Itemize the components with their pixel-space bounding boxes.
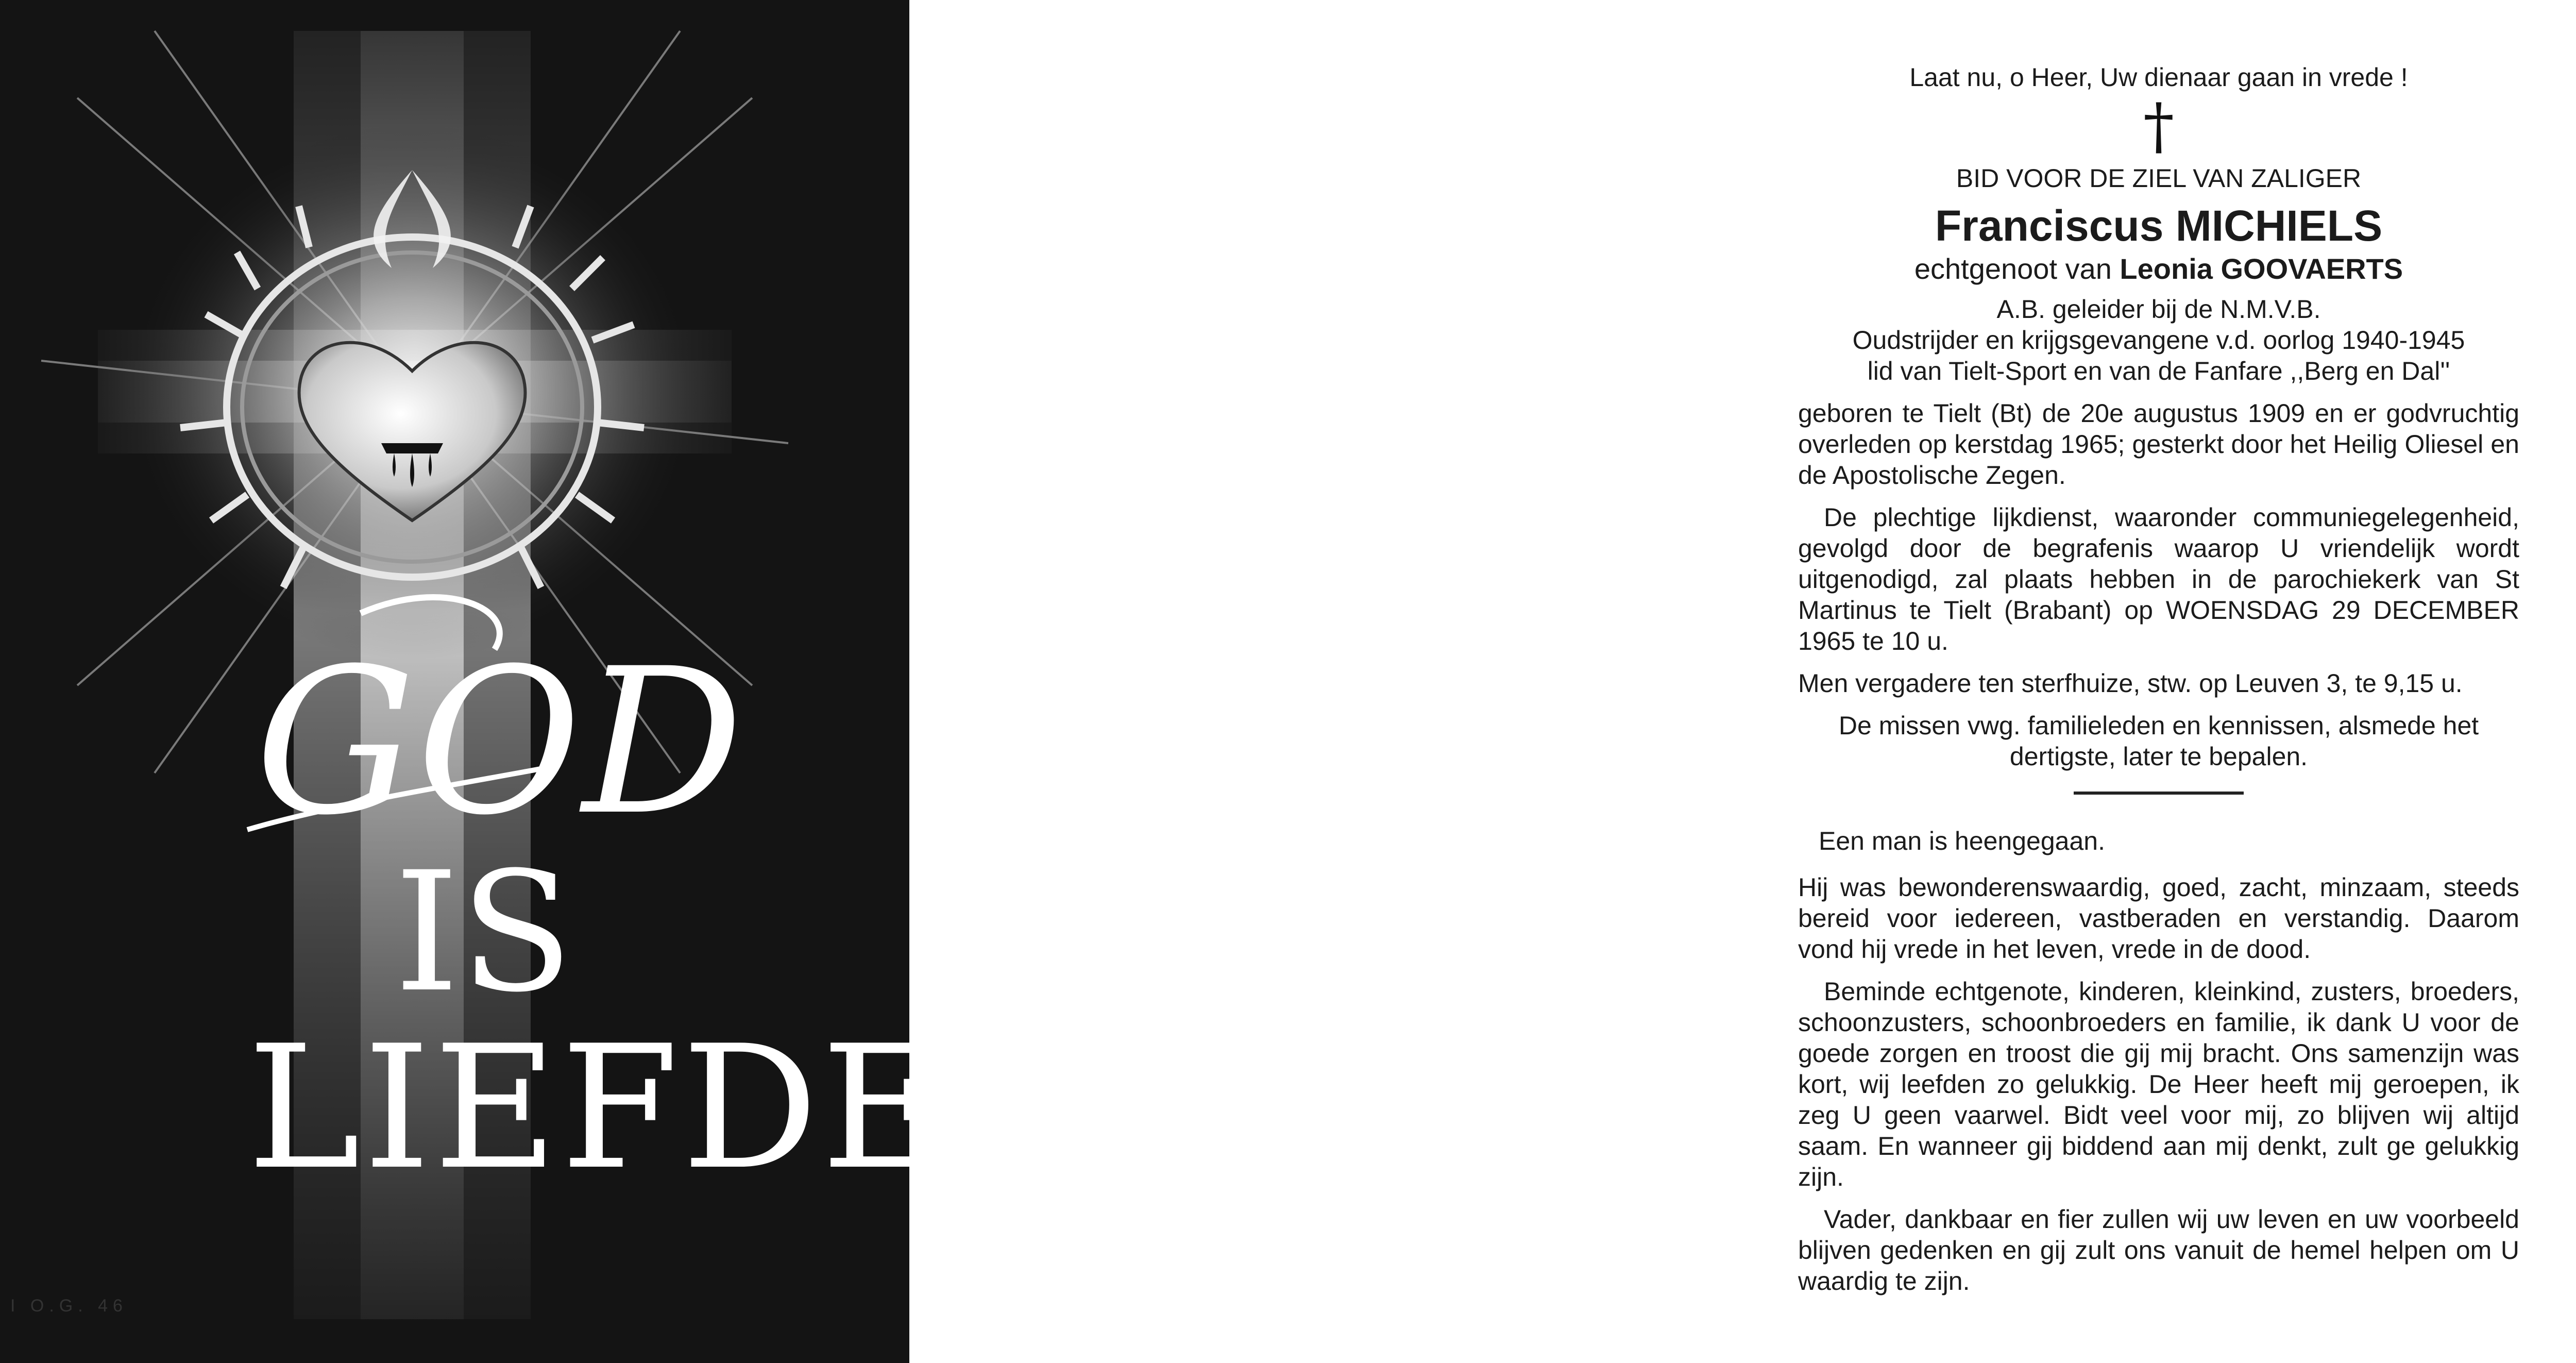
print-code: I O.G. 46	[10, 1296, 128, 1316]
poem-intro: Een man is heengegaan.	[1819, 827, 2105, 855]
cover-panel	[0, 0, 948, 1363]
prayer-heading: BID VOOR DE ZIEL VAN ZALIGER	[1956, 164, 2362, 193]
deceased-name	[1798, 200, 2519, 251]
cover-word-god: GOD	[255, 625, 744, 859]
memorial-text-panel	[1798, 62, 2519, 1297]
role-line: A.B. geleider bij de N.M.V.B.	[1996, 295, 2321, 324]
poem-paragraph-2: Beminde echtgenote, kinderen, kleinkind, zusters, broeders, schoonzusters, schoonbroeders en familie, ik dank U voor de goede zorgen en troost die gij mij bracht. Ons samenzijn was kort, wij leefden zo gelukkig. De Heer heeft mij geroepen, ik zeg U geen vaarwel. Bidt veel voor mij, zo blijven wij altijd saam. En wanneer gij biddend aan mij denkt, zult ge gelukkig zijn.	[1798, 977, 2519, 1191]
deceased-last-name: MICHIELS	[2175, 201, 2383, 250]
masses-text: De missen vwg. familieleden en kennissen, alsmede het dertigste, later te bepalen.	[1838, 711, 2479, 771]
cover-word-is: IS	[394, 837, 574, 1029]
divider	[2074, 792, 2244, 795]
role-line: Oudstrijder en krijgsgevangene v.d. oorlog 1940-1945	[1852, 326, 2465, 355]
deceased-first-name: Franciscus	[1935, 201, 2164, 250]
invocation: Laat nu, o Heer, Uw dienaar gaan in vrede !	[1909, 63, 2408, 92]
cover-word-liefde: LIEFDE	[247, 1009, 948, 1207]
poem-paragraph-3: Vader, dankbaar en fier zullen wij uw leven en uw voorbeeld blijven gedenken en gij zult ons vanuit de hemel helpen om U waardig te zijn.	[1798, 1205, 2519, 1295]
spouse-prefix: echtgenoot van	[1914, 253, 2112, 285]
role-line: lid van Tielt-Sport en van de Fanfare ,,Berg en Dal''	[1867, 357, 2450, 385]
cross-icon: †	[2143, 91, 2174, 162]
funeral-text: De plechtige lijkdienst, waaronder communiegelegenheid, gevolgd door de begrafenis waarop U vriendelijk wordt uitgenodigd, zal plaats hebben in de parochiekerk van St Martinus te Tielt (Brabant) op WOENSDAG 29 DECEMBER 1965 te 10 u.	[1798, 503, 2519, 655]
spouse-name: Leonia GOOVAERTS	[2120, 253, 2403, 285]
roles-list	[1798, 294, 2519, 386]
birth-death-text: geboren te Tielt (Bt) de 20e augustus 1909 en er godvruchtig overleden op kerstdag 1965; gesterkt door het Heilig Oliesel en de Apostolische Zegen.	[1798, 399, 2519, 490]
spouse-line	[1798, 254, 2519, 284]
poem-paragraph-1: Hij was bewonderenswaardig, goed, zacht, minzaam, steeds bereid voor iedereen, vastberaden en verstandig. Daarom vond hij vrede in het leven, vrede in de dood.	[1798, 873, 2519, 964]
gathering-text: Men vergadere ten sterfhuize, stw. op Leuven 3, te 9,15 u.	[1798, 669, 2463, 698]
